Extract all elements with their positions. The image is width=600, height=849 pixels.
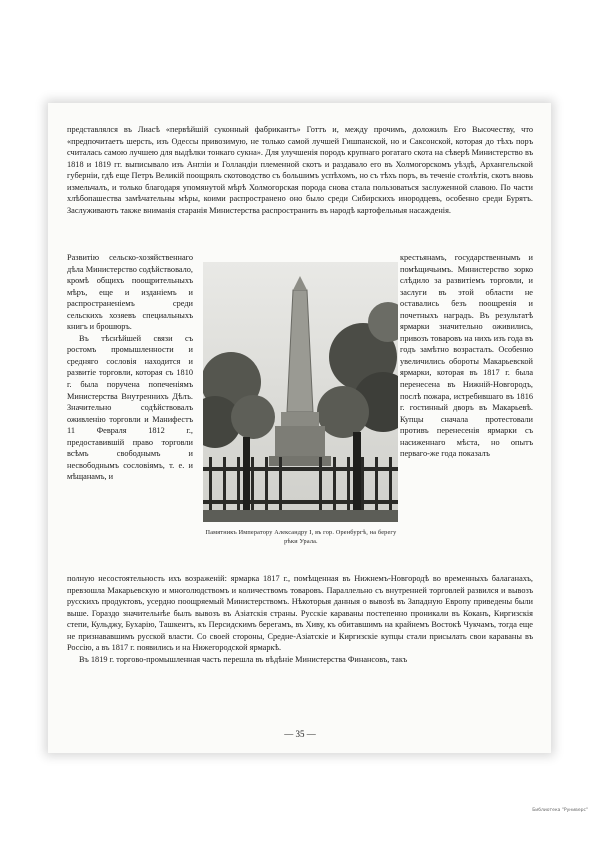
top-paragraph: представлялся въ Лиасѣ «первѣйшій суконный фабрикантъ» Готтъ и, между прочимъ, доложилъ Его Высочеству, что «предпочитаетъ шерсть, изъ Одессы привозимую, не только самой лучшей Гишпанской, но и Саксонской, которая до тѣхъ поръ считалась самою лучшею для выдѣлки тонкаго сукна». Для улучшенія породъ крупнаго рогатаго скота на сѣверѣ Министерство въ 1818 и 1819 гг. выписывало изъ Англіи и Голландіи племенной скотъ и раздавало его въ Холмогорскомъ уѣздѣ, Архангельской губерніи, гдѣ еще Петръ Великій поощрялъ скотоводство съ большимъ успѣхомъ, но съ тѣхъ поръ, въ теченіе столѣтія, скотъ вновь измельчалъ, и только благодаря упомянутой мѣрѣ Холмогорская порода снова стала пользоваться заслуженной славою. По части хлѣбопашества замѣчательны мѣры, коими распространено оно было среди Сибирскихъ инородцевъ, особенно среди Бурятъ. Заслуживаютъ также вниманія старанія Министерства распространить въ народѣ картофельныя насажденія.	[67, 125, 533, 215]
library-watermark: Библиотека "Руниверс"	[532, 808, 588, 813]
left-column-paragraph-1: Развитію сельско-хозяйственнаго дѣла Министерство содѣйствовало, кромѣ общихъ поощрительныхъ мѣръ, еще и изданіемъ и распространеніемъ среди сельскихъ хозяевъ специальныхъ книгъ и брошюръ.	[67, 253, 193, 332]
monument-photograph	[203, 262, 398, 522]
left-text-column	[67, 252, 193, 483]
last-paragraph: Въ 1819 г. торгово-промышленная часть перешла въ вѣдѣніе Министерства Финансовъ, такъ	[79, 654, 408, 664]
monument-photo-illustration	[203, 262, 398, 522]
bottom-paragraph: полную несостоятельность ихъ возраженій: ярмарка 1817 г., помѣщенная въ Нижнемъ-Новгородѣ во временныхъ балаганахъ, превзошла Макарьевскую и многолюдствомъ и количествомъ товаровъ. Параллельно съ внутренней торговлей развился и вывозъ русскихъ продуктовъ, усердно поощряемый Министерствомъ. Нѣкоторыя данныя о вывозѣ въ Западную Европу приведены были выше. Гораздо значительнѣе былъ вывозъ въ Азіатскія страны. Русскіе караваны постепенно проникали въ Коканъ, Киргизскія степи, Кульджу, Бухарію, Ташкентъ, къ Персидскимъ берегамъ, въ Хиву, къ обитавшимъ на крайнемъ Востокѣ Чукчамъ, тогда еще не признававшимъ русской власти. Со своей стороны, Средне-Азіатскіе и Киргизскіе купцы стали присылать свои караваны въ Россію, а въ 1817 г. появились и на Нижегородской ярмаркѣ.	[67, 574, 533, 653]
page-number: — 35 —	[284, 729, 316, 739]
body-text-top	[67, 124, 533, 216]
right-text-column	[400, 252, 533, 460]
body-text-bottom	[67, 573, 533, 665]
left-column-paragraph-2: Въ тѣснѣйшей связи съ ростомъ промышленности и средняго сословія находится и развитіе торговли, которая съ 1810 г. была поручена попеченіямъ Министерства Внутреннихъ Дѣлъ. Значительно содѣйствовалъ оживленію торговли и Манифестъ 11 Февраля 1812 г., предоставившій право торговли всѣмъ свободнымъ и несвободнымъ сословіямъ, т. е. и мѣщанамъ, и	[67, 333, 193, 482]
figure-caption: Памятникъ Императору Александру I, въ гор. Оренбургѣ, на берегу рѣки Урала.	[205, 529, 397, 545]
right-column-paragraph: крестьянамъ, государственнымъ и помѣщичьимъ. Министерство зорко слѣдило за развитіемъ торговли, и заслуги въ этой области не оставались безъ поощренія и почетныхъ наградъ. Въ результатѣ ярмарки значительно оживились, привозъ товаровъ на нихъ изъ года въ годъ замѣтно возрасталъ. Особенно увеличились обороты Макарьевской ярмарки, которая въ 1817 г. была перенесена въ Нижній-Новгородъ, послѣ пожара, истребившаго въ 1816 г. гостинный дворъ въ Макарьевѣ. Купцы сначала протестовали противъ перенесенія ярмарки съ насиженнаго мѣста, но опытъ перваго-же года показалъ	[400, 253, 533, 459]
